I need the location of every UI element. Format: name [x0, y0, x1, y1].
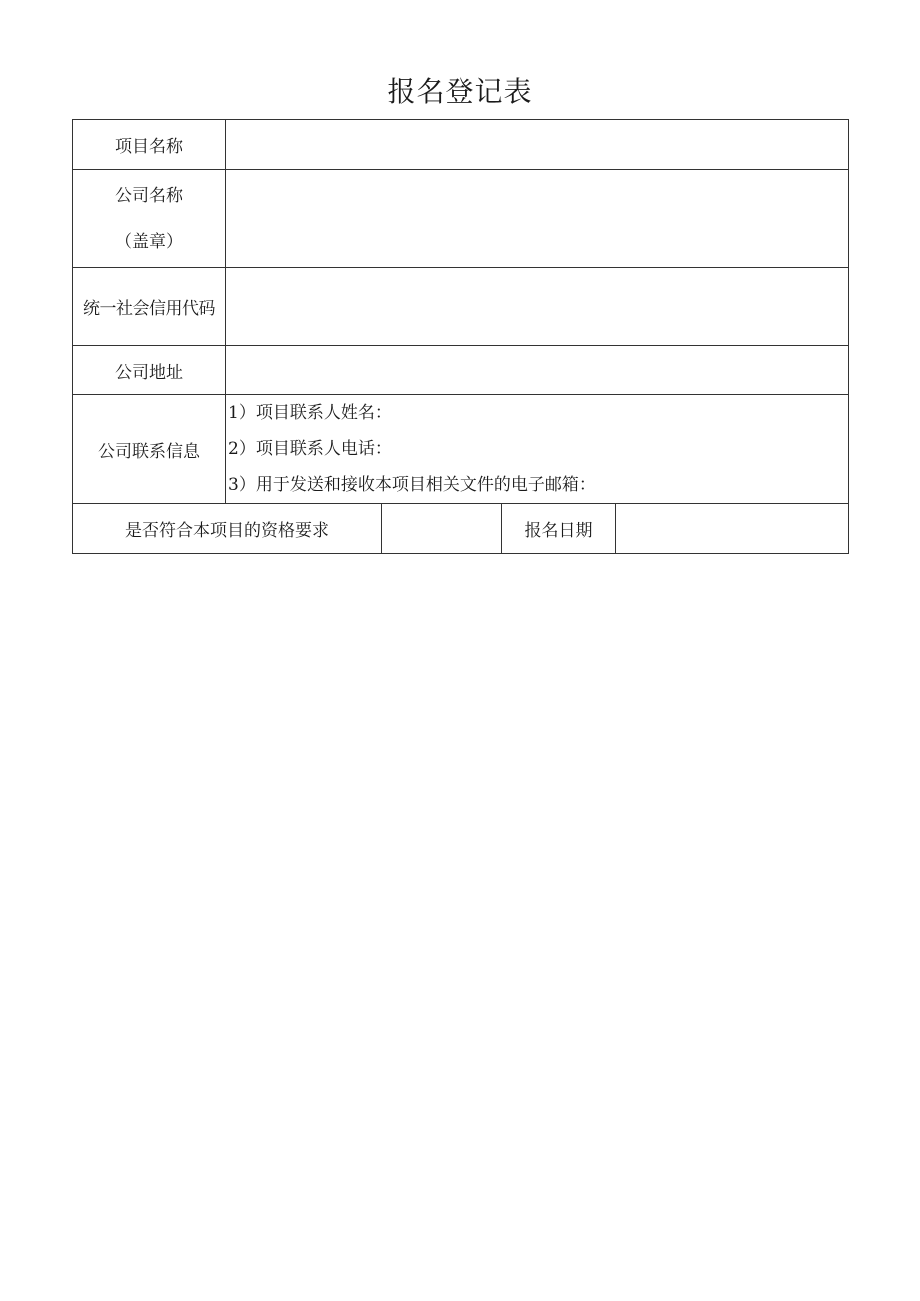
row-contact-info [73, 395, 849, 504]
contact-info-label: 公司联系信息 [73, 395, 226, 504]
contact-email-line[interactable]: 3）用于发送和接收本项目相关文件的电子邮箱： [228, 475, 596, 495]
qualification-label: 是否符合本项目的资格要求 [73, 504, 382, 553]
company-name-label-cell [73, 170, 226, 268]
company-name-label: 公司名称 [115, 185, 183, 206]
registration-date-field[interactable] [616, 504, 847, 553]
project-name-field[interactable] [226, 120, 849, 170]
company-seal-label: （盖章） [115, 231, 183, 252]
qualification-row-cell [73, 504, 849, 554]
registration-form-table [72, 119, 849, 554]
row-qualification [73, 504, 849, 554]
row-company-address [73, 346, 849, 395]
contact-person-name-line[interactable]: 1）项目联系人姓名： [228, 403, 392, 423]
qualification-row-inner [73, 504, 848, 553]
project-name-label: 项目名称 [73, 120, 226, 170]
credit-code-field[interactable] [226, 268, 849, 346]
row-credit-code [73, 268, 849, 346]
qualification-field[interactable] [382, 504, 502, 553]
registration-date-label: 报名日期 [502, 504, 616, 553]
row-project-name [73, 120, 849, 170]
row-company-name [73, 170, 849, 268]
contact-info-field[interactable] [226, 395, 849, 504]
contact-person-phone-line[interactable]: 2）项目联系人电话： [228, 439, 392, 459]
document-title: 报名登记表 [387, 75, 533, 108]
credit-code-label: 统一社会信用代码 [73, 268, 226, 346]
company-address-field[interactable] [226, 346, 849, 395]
company-name-field[interactable] [226, 170, 849, 268]
company-address-label: 公司地址 [73, 346, 226, 395]
